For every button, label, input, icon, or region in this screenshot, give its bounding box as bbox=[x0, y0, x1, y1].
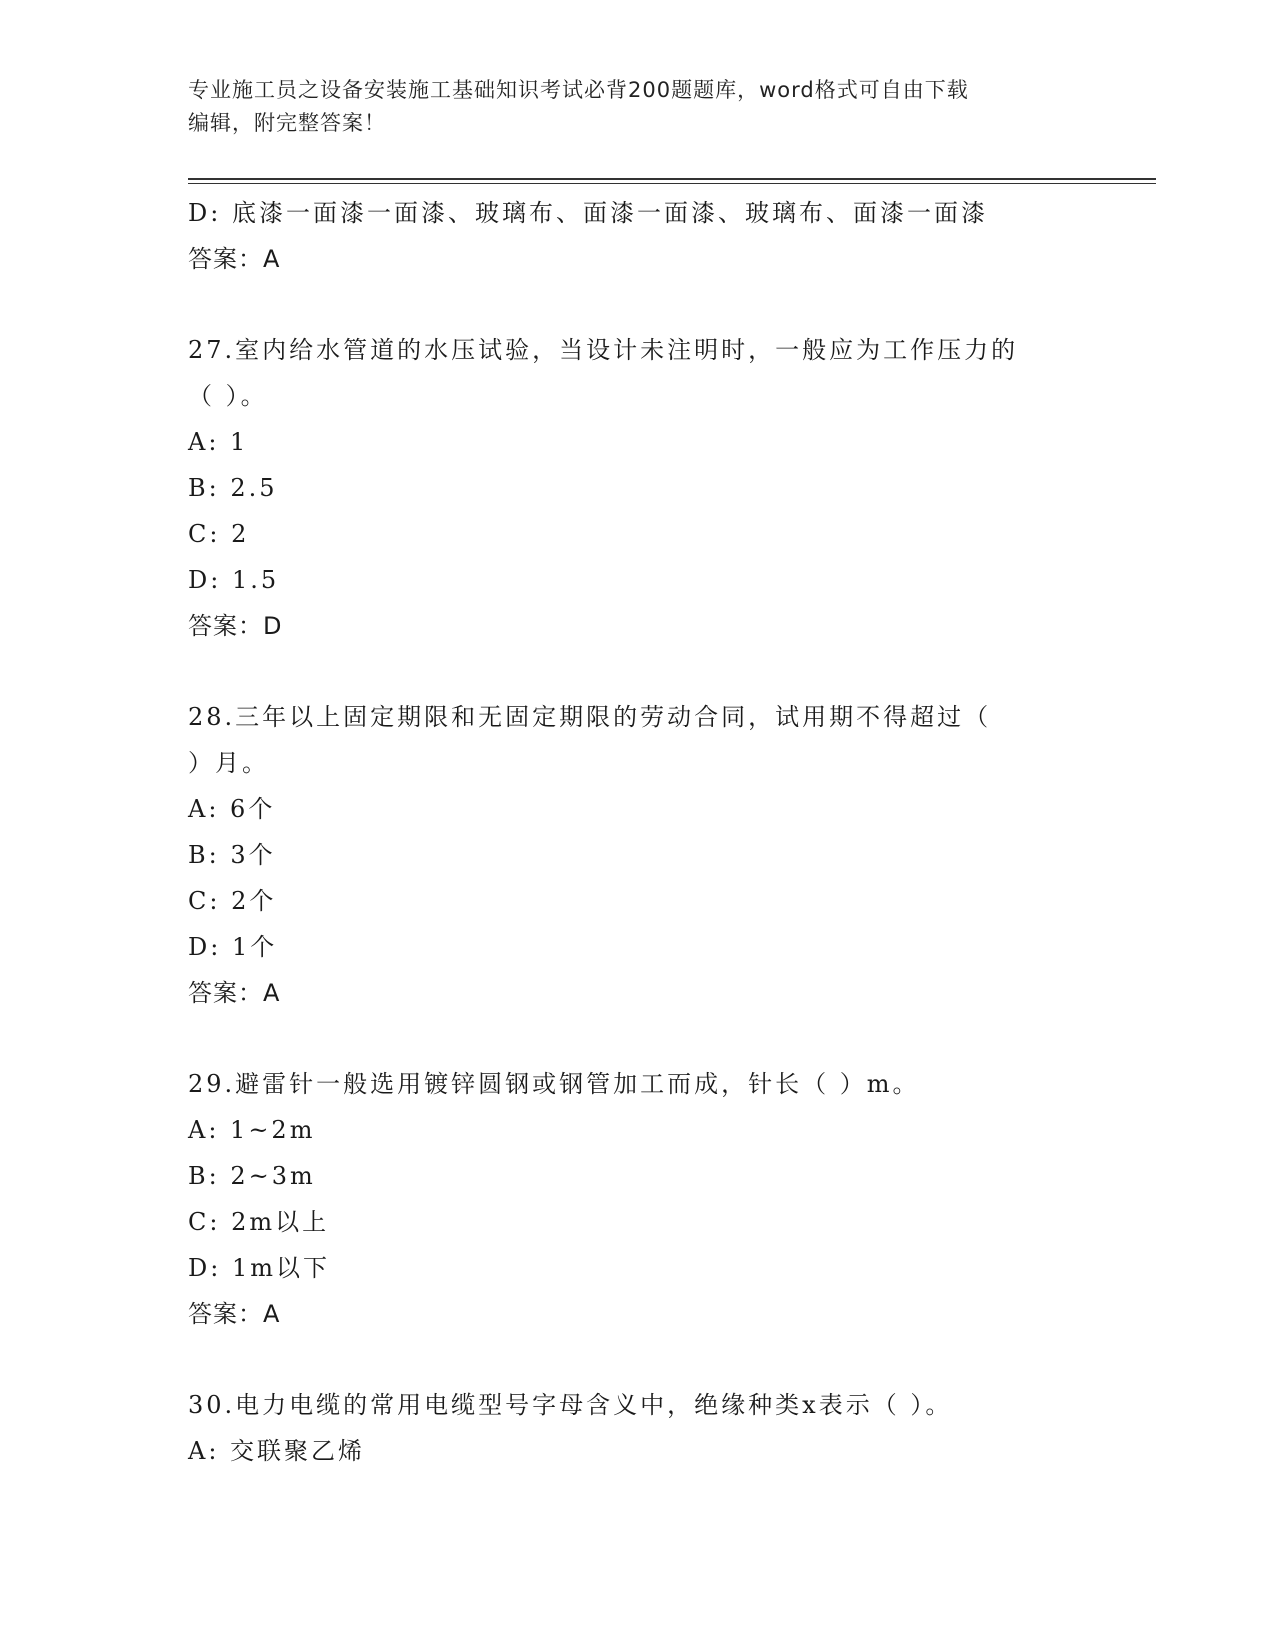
option-d: D: 1m以下 bbox=[188, 1254, 330, 1282]
question-26-tail bbox=[188, 190, 1088, 282]
question-stem: 29.避雷针一般选用镀锌圆钢或钢管加工而成，针长（ ）m。 bbox=[188, 1070, 920, 1098]
question-29 bbox=[188, 1061, 1088, 1337]
answer-line: 答案：A bbox=[188, 245, 281, 273]
option-a: A: 1 bbox=[188, 428, 249, 456]
header-divider-thick bbox=[188, 178, 1156, 180]
answer-line: 答案：A bbox=[188, 979, 281, 1007]
option-a: A: 1~2m bbox=[188, 1116, 316, 1144]
header-title-line-1: 专业施工员之设备安装施工基础知识考试必背200题题库，word格式可自由下载 bbox=[188, 78, 969, 102]
option-d: D: 1个 bbox=[188, 933, 278, 961]
header-title-line-2: 编辑，附完整答案！ bbox=[188, 111, 386, 135]
question-28 bbox=[188, 694, 1088, 1016]
question-stem-continuation: （ ）。 bbox=[188, 382, 268, 410]
question-stem-continuation: ）月。 bbox=[188, 749, 269, 777]
question-stem: 30.电力电缆的常用电缆型号字母含义中，绝缘种类x表示（ ）。 bbox=[188, 1391, 953, 1419]
question-30 bbox=[188, 1382, 1088, 1474]
option-b: B: 2.5 bbox=[188, 474, 278, 502]
document-header bbox=[188, 74, 1088, 140]
option-b: B: 3个 bbox=[188, 841, 276, 869]
header-divider-thin bbox=[188, 183, 1156, 184]
option-a: A: 交联聚乙烯 bbox=[188, 1437, 366, 1465]
option-c: C: 2个 bbox=[188, 887, 277, 915]
question-27 bbox=[188, 327, 1088, 649]
option-a: A: 6个 bbox=[188, 795, 276, 823]
option-d: D: 1.5 bbox=[188, 566, 280, 594]
question-list bbox=[188, 190, 1088, 1474]
question-stem: 27.室内给水管道的水压试验，当设计未注明时，一般应为工作压力的 bbox=[188, 336, 1019, 364]
option-d: D: 底漆一面漆一面漆、玻璃布、面漆一面漆、玻璃布、面漆一面漆 bbox=[188, 199, 988, 227]
answer-line: 答案：D bbox=[188, 612, 283, 640]
option-c: C: 2 bbox=[188, 520, 250, 548]
question-stem: 28.三年以上固定期限和无固定期限的劳动合同，试用期不得超过（ bbox=[188, 703, 992, 731]
option-c: C: 2m以上 bbox=[188, 1208, 330, 1236]
answer-line: 答案：A bbox=[188, 1300, 281, 1328]
option-b: B: 2~3m bbox=[188, 1162, 316, 1190]
